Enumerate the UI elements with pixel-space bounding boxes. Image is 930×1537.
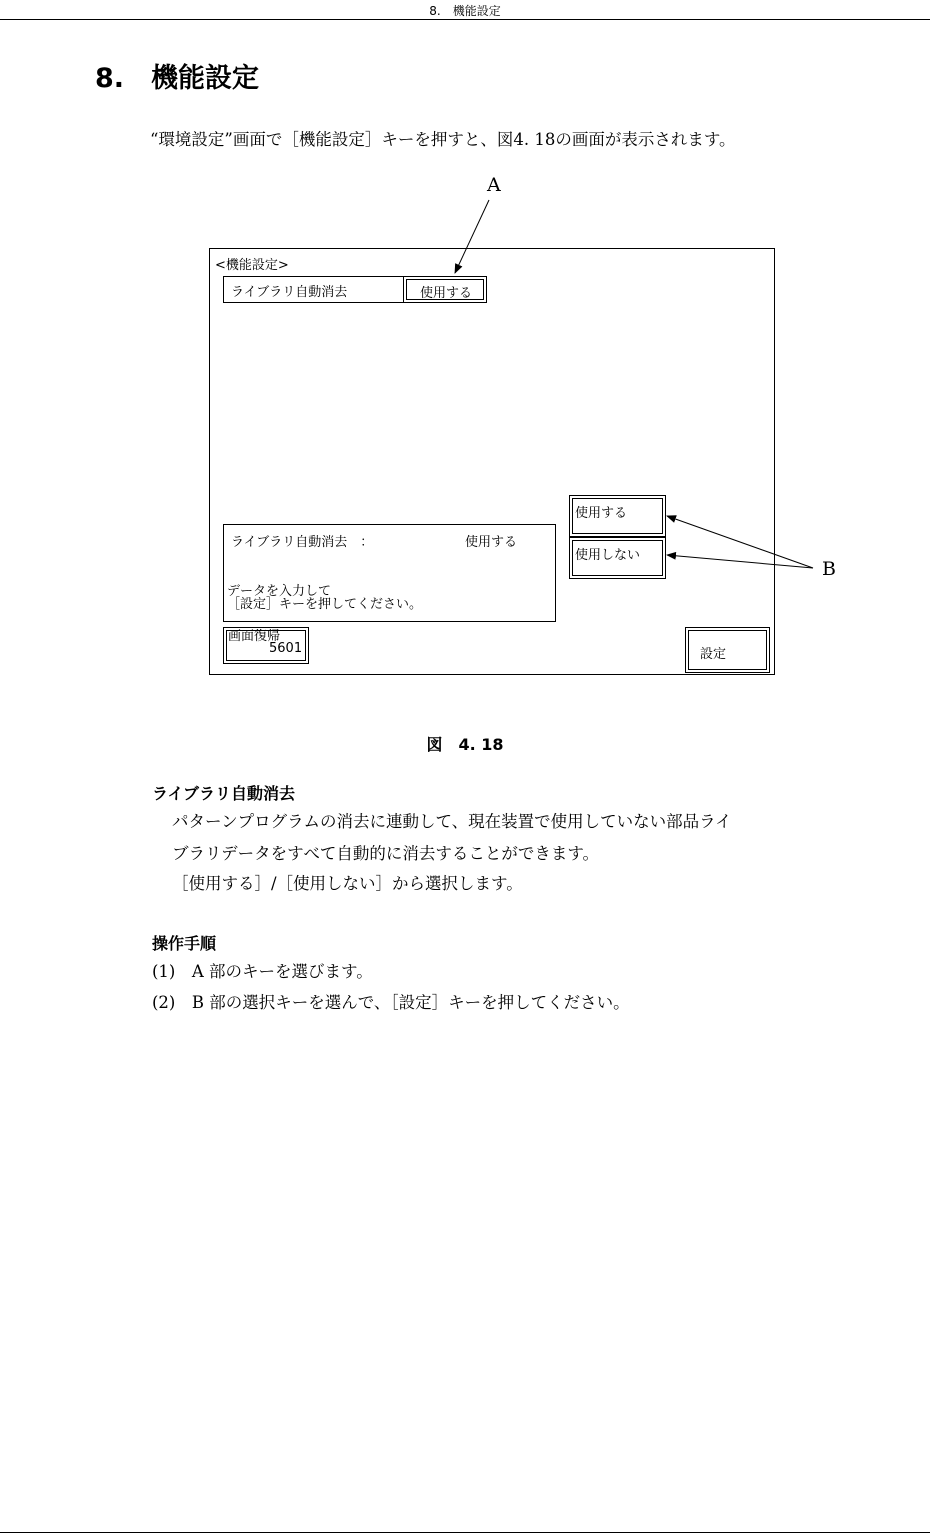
set-button-label: 設定: [700, 647, 727, 662]
option-not-use-label: 使用しない: [575, 548, 641, 563]
procedure-heading: 操作手順: [152, 934, 217, 953]
library-section-heading: ライブラリ自動消去: [152, 784, 296, 803]
screen-restore-code: 5601: [269, 641, 303, 656]
figure-caption: 図 4. 18: [426, 735, 504, 754]
footer-rule: [0, 1532, 930, 1533]
callout-label-a: A: [487, 174, 501, 196]
screen-restore-label: 画面復帰: [228, 629, 281, 644]
intro-paragraph: “環境設定”画面で［機能設定］キーを押すと、図4. 18の画面が表示されます。: [150, 130, 736, 149]
screen-title: <機能設定>: [215, 258, 289, 273]
library-line-3: ［使用する］/［使用しない］から選択します。: [172, 874, 523, 893]
library-line-2: ブラリデータをすべて自動的に消去することができます。: [172, 844, 600, 863]
procedure-step-2: (2) B 部の選択キーを選んで、［設定］キーを押してください。: [152, 993, 630, 1012]
library-auto-delete-label: ライブラリ自動消去: [231, 285, 348, 300]
running-header: 8. 機能設定: [429, 4, 501, 18]
arrow-b-lower: [667, 555, 813, 568]
info-prompt-2: ［設定］キーを押してください。: [227, 597, 423, 612]
callout-label-b: B: [822, 558, 836, 580]
option-use-label: 使用する: [575, 506, 628, 521]
library-line-1: パターンプログラムの消去に連動して、現在装置で使用していない部品ライ: [172, 812, 732, 831]
arrow-b-upper: [667, 516, 813, 568]
info-value: 使用する: [465, 535, 518, 550]
library-auto-delete-key-label: 使用する: [419, 286, 472, 301]
info-label: ライブラリ自動消去 ：: [231, 535, 374, 550]
section-title: 8. 機能設定: [95, 63, 260, 94]
info-prompt-1: データを入力して: [227, 584, 332, 599]
callout-arrows: [0, 0, 930, 760]
arrow-a: [455, 200, 489, 273]
procedure-step-1: (1) A 部のキーを選びます。: [152, 962, 373, 981]
